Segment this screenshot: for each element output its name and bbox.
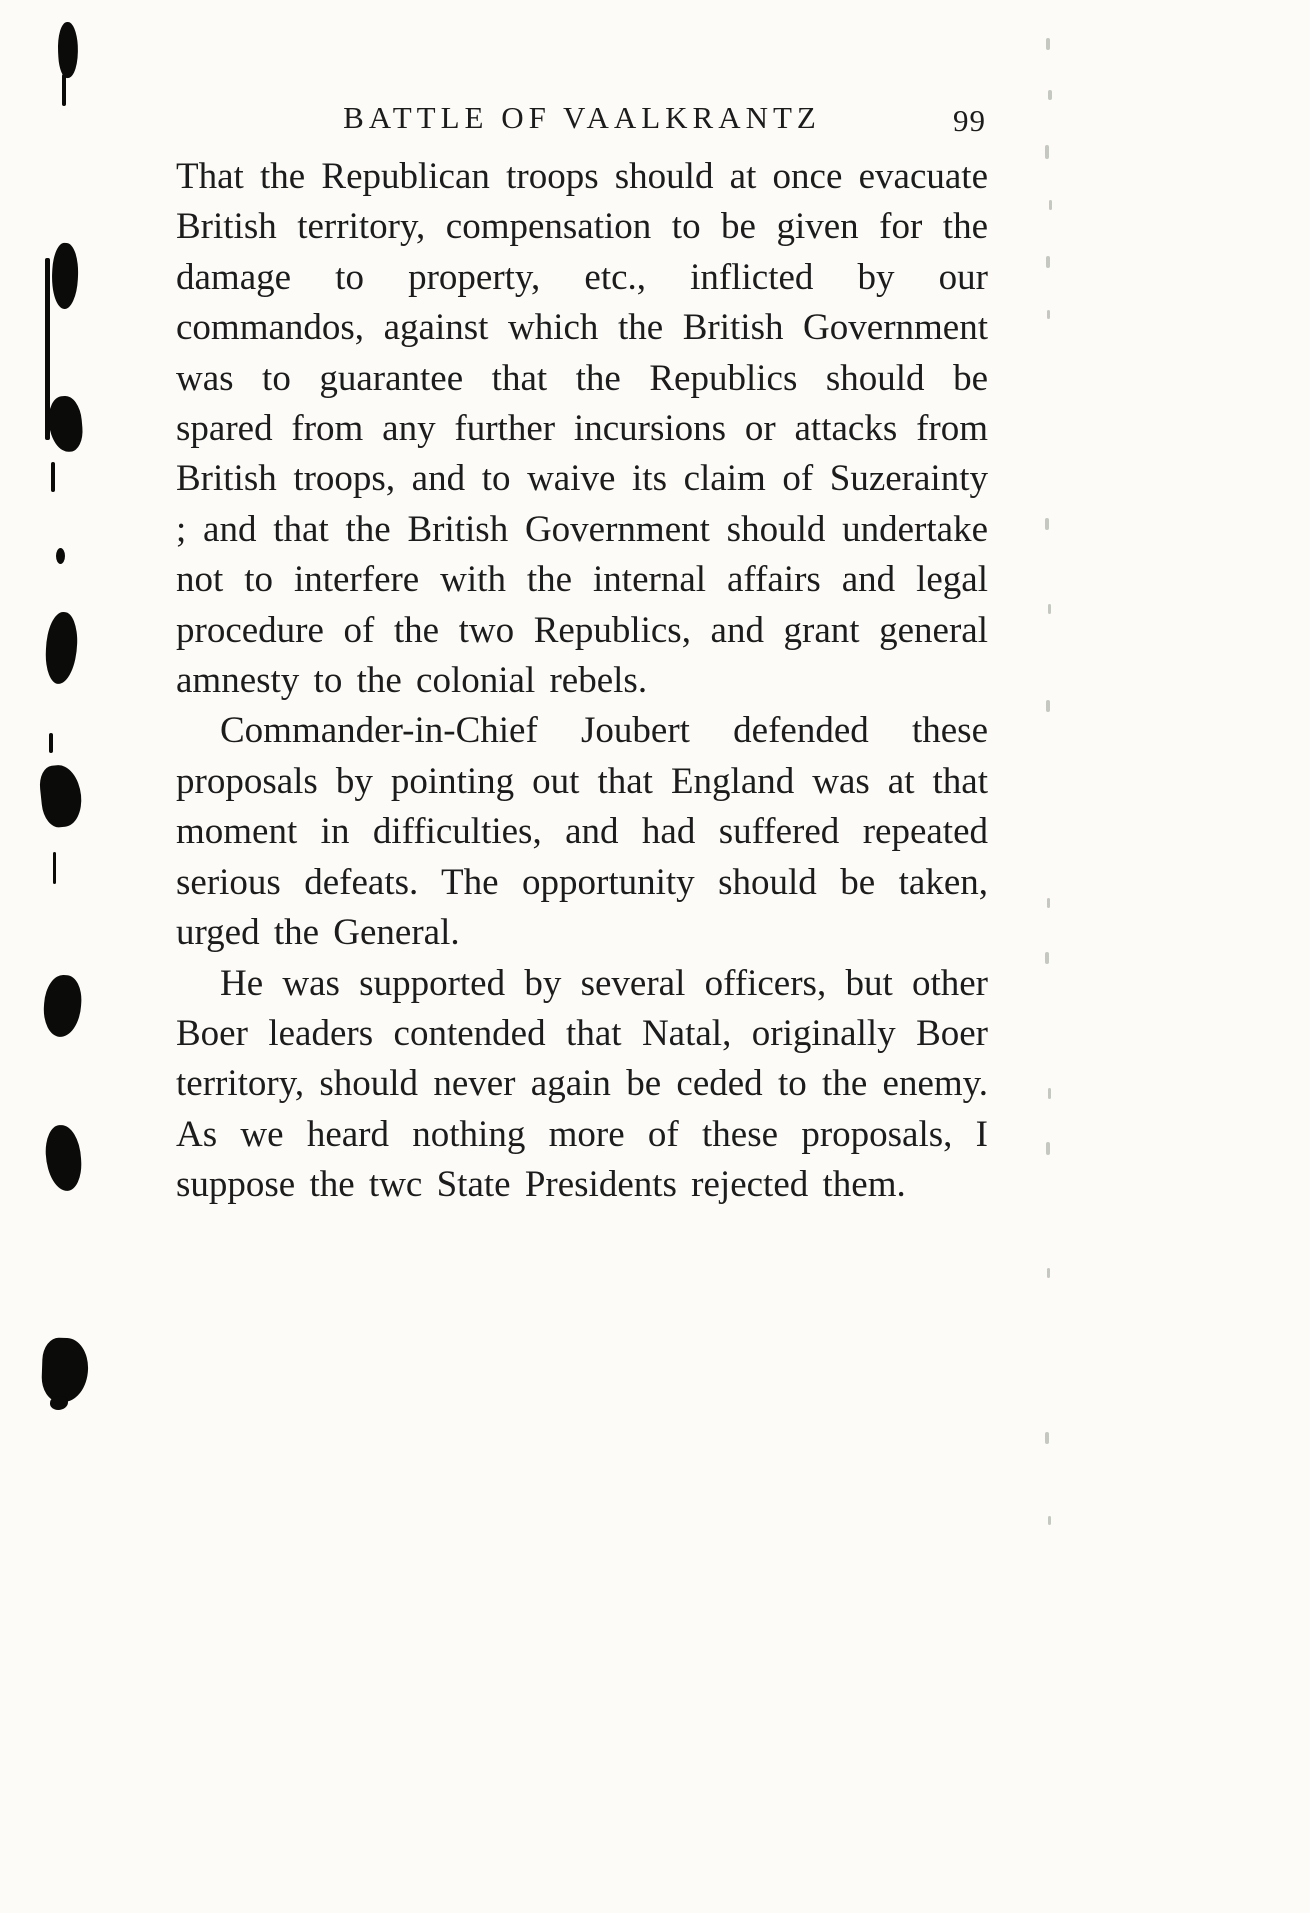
page-content — [176, 100, 988, 1211]
margin-speck — [1047, 1268, 1050, 1278]
ink-blot — [44, 1124, 82, 1192]
body-text — [176, 152, 988, 1211]
page-header — [176, 100, 988, 136]
margin-speck — [1048, 90, 1052, 100]
ink-blot — [62, 74, 66, 106]
margin-speck — [1046, 700, 1050, 712]
ink-blot — [41, 1337, 89, 1403]
margin-speck — [1045, 1432, 1049, 1444]
ink-blot — [56, 548, 65, 564]
page-number: 99 — [953, 103, 986, 138]
margin-speck — [1046, 38, 1050, 50]
ink-blot — [51, 462, 55, 492]
ink-blot — [42, 974, 83, 1038]
ink-blot — [45, 611, 78, 684]
paragraph: That the Republican troops should at once evacuate British territory, compensation to be given for the damage to property, etc., inflicted by our commandos, against which the British Government was to guarantee that the Republics should be spared from any further incursions or attacks from British troops, and to waive its claim of Suzerainty ; and that the British Government should undertake not to interfere with the internal affairs and legal procedure of the two Republics, and grant general amnesty to the colonial rebels. — [176, 156, 988, 702]
margin-speck — [1047, 310, 1050, 319]
margin-speck — [1045, 145, 1049, 159]
ink-blot — [49, 733, 53, 753]
margin-speck — [1045, 518, 1049, 530]
ink-blot — [50, 1396, 68, 1410]
ink-blot — [47, 395, 85, 454]
margin-speck — [1046, 256, 1050, 268]
margin-speck — [1048, 1088, 1051, 1099]
margin-speck — [1048, 1516, 1051, 1525]
ink-blot — [57, 22, 80, 79]
ink-blot — [53, 852, 56, 884]
margin-speck — [1047, 898, 1050, 908]
paragraph: He was supported by several officers, but other Boer leaders contended that Natal, originally Boer territory, should never again be ceded to the enemy. As we heard nothing more of these proposals, I suppose the twc State Presidents rejected them. — [176, 962, 988, 1206]
ink-blot — [50, 242, 79, 309]
paragraph: Commander-in-Chief Joubert defended these proposals by pointing out that England was at that moment in difficulties, and had suffered repeated serious defeats. The opportunity should be taken, urged the General. — [176, 710, 988, 954]
ink-blot — [38, 763, 84, 829]
margin-speck — [1046, 1142, 1050, 1155]
margin-speck — [1048, 604, 1051, 614]
margin-speck — [1049, 200, 1052, 210]
running-head-title: BATTLE OF VAALKRANTZ — [343, 100, 821, 135]
margin-speck — [1045, 952, 1049, 964]
